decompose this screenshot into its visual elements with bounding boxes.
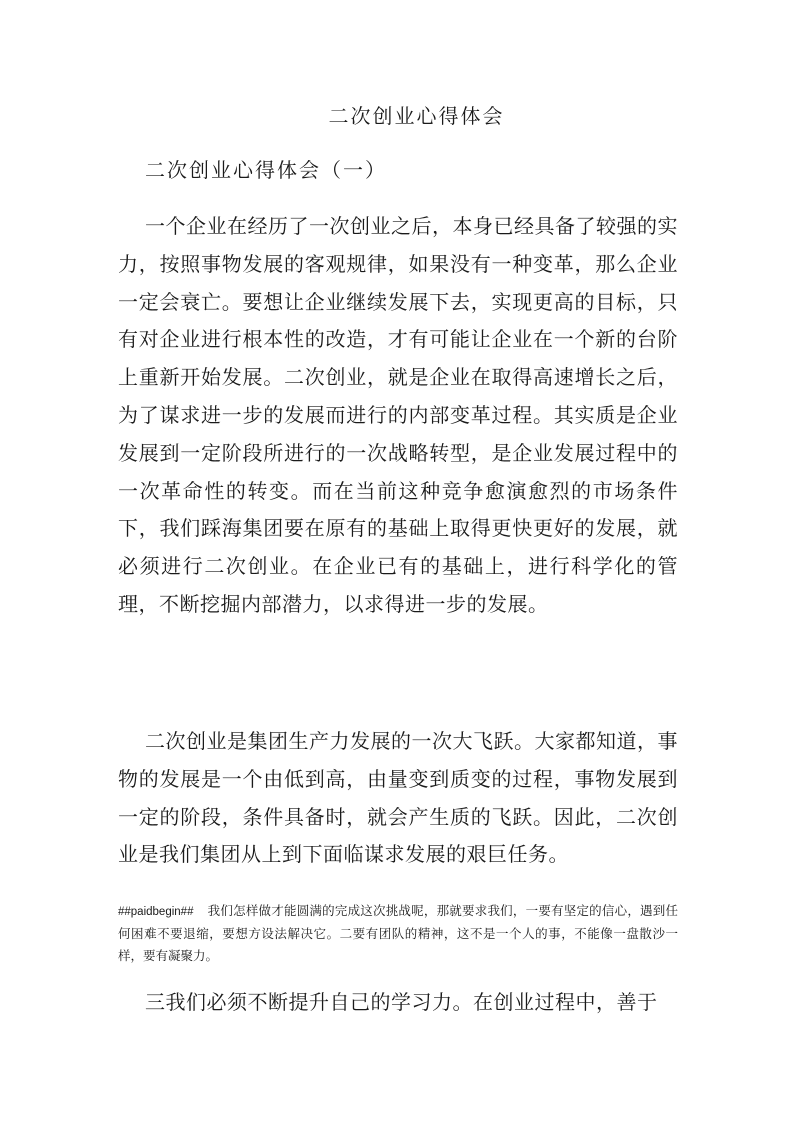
body-paragraph: 一个企业在经历了一次创业之后，本身已经具备了较强的实力，按照事物发展的客观规律，如果没有一种变革，那么企业一定会衰亡。要想让企业继续发展下去，实现更高的目标，只有对企业进行根本性的改造，才有可能让企业在一个新的台阶上重新开始发展。二次创业，就是企业在取得高速增长之后，为了谋求进一步的发展而进行的内部变革过程。其实质是企业发展到一定阶段所进行的一次战略转型，是企业发展过程中的一次革命性的转变。而在当前这种竞争愈演愈烈的市场条件下，我们踩海集团要在原有的基础上取得更快更好的发展，就必须进行二次创业。在企业已有的基础上，进行科学化的管理，不断挖掘内部潜力，以求得进一步的发展。 [118, 214, 678, 616]
paid-marker: ##paidbegin## [118, 906, 194, 918]
section-subtitle: 二次创业心得体会（一） [145, 158, 387, 182]
body-paragraph: 二次创业是集团生产力发展的一次大飞跃。大家都知道，事物的发展是一个由低到高，由量变到质变的过程，事物发展到一定的阶段，条件具备时，就会产生质的飞跃。因此，二次创业是我们集团从上到下面临谋求发展的艰巨任务。 [118, 729, 678, 867]
closing-paragraph: 三我们必须不断提升自己的学习力。在创业过程中，善于 [145, 990, 658, 1014]
paid-text: 我们怎样做才能圆满的完成这次挑战呢，那就要求我们，一要有坚定的信心，遇到任何困难不要退缩，要想方设法解决它。二要有团队的精神，这不是一个人的事，不能像一盘散沙一样，要有凝聚力。 [118, 903, 678, 963]
document-title: 二次创业心得体会 [328, 104, 505, 128]
paid-section [118, 900, 678, 967]
